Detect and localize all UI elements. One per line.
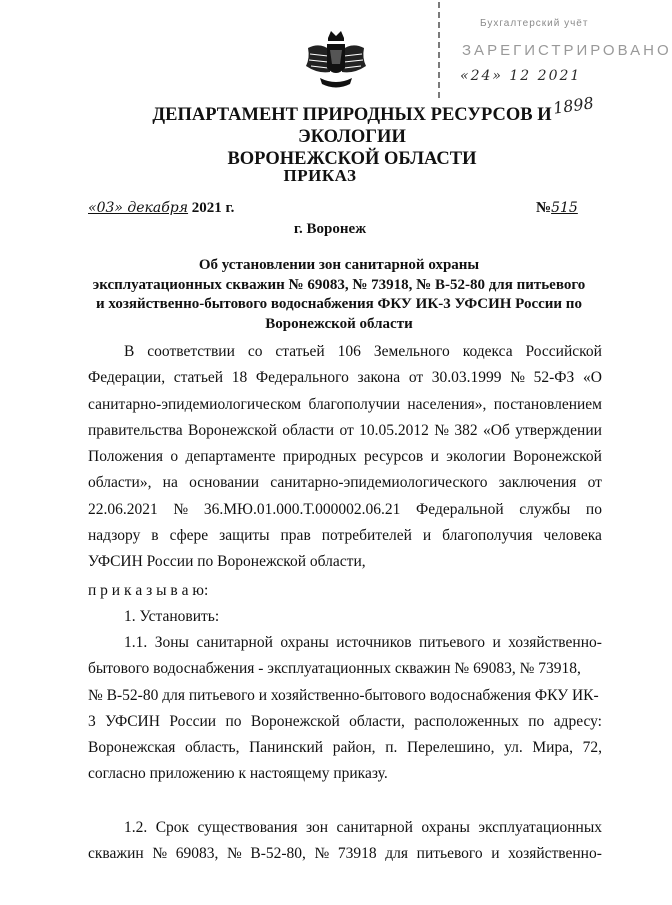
word: 73918 [337,845,377,863]
word: питьевого [416,845,483,863]
word: УФСИН [105,712,160,730]
word: № [226,845,242,863]
word: заключения [498,474,577,492]
word: Мира, [532,739,573,757]
word: Земельного [373,343,450,360]
word: 30.03.1999 [431,369,502,387]
word: в [151,527,159,545]
word: Воронежской [188,421,277,439]
word: по [585,500,602,518]
word: и [422,527,432,545]
word: Федерации, [88,369,166,387]
item-1-2-paragraph [88,815,602,868]
word: Федеральной [416,500,504,518]
text-line [88,735,602,761]
word: № [173,500,189,518]
word: департаменте [185,448,276,466]
department-title [110,104,594,170]
word: от [339,421,354,439]
word: Воронежской [250,712,340,730]
word: эксплуатационных [478,819,602,836]
word: 3 [88,712,96,730]
word: адресу: [553,712,602,730]
item-1: 1. Установить: [124,608,220,625]
word: о [170,448,179,466]
dept-line1: ДЕПАРТАМЕНТ ПРИРОДНЫХ РЕСУРСОВ И ЭКОЛОГИИ [152,105,552,147]
word: сфере [169,527,209,545]
word: области [282,421,335,439]
text-line [88,418,602,444]
word: Российской [525,343,602,360]
word: от [408,369,424,387]
registration-stamp [438,2,672,98]
word: по [528,712,545,730]
subject-line: эксплуатационных скважин № 69083, № 73918, № В-52-80 для питьевого [92,276,586,293]
word: 1.1. [124,634,148,651]
word: район, [332,739,376,757]
word: ул. [504,739,523,757]
word: 69083, [175,845,219,863]
word: Положения [88,448,163,466]
text-line [88,339,602,365]
word: 1.2. [124,819,148,836]
text-line: УФСИН России по Воронежской области, [88,553,366,571]
word: статьей [173,369,224,387]
word: расположенных [414,712,519,730]
word: 36.МЮ.01.000.Т.000002.06.21 [203,500,401,518]
word: области», [88,474,152,492]
word: «О [582,369,602,387]
word: источников [336,634,412,651]
word: России [169,712,217,730]
order-subject [74,256,604,334]
word: от [587,474,602,492]
subject-line: Об установлении зон санитарной охраны [198,257,480,273]
word: Панинский [249,739,324,757]
word: правительства [88,421,183,439]
word: № [314,845,330,863]
order-word: п р и к а з ы в а ю: [88,582,209,599]
word: 382 [454,421,478,439]
word: В-52-80, [250,845,306,863]
word: охраны [421,819,470,836]
word: № [510,369,525,387]
word: № [152,845,168,863]
word: благополучии [308,395,400,413]
word: ресурсов [364,448,424,466]
word: человека [543,527,602,545]
word: соответствии [147,343,235,360]
stamp-line1: Бухгалтерский учёт [480,18,589,29]
word: и [430,448,439,466]
word: постановлением [493,395,602,413]
order-title: ПРИКАЗ [283,166,357,185]
word: Зоны [154,634,189,651]
word: санитарно-эпидемиологическом [88,395,302,413]
word: основании [189,474,260,492]
date-handwritten: «03» декабря [88,200,189,216]
word: статьей [275,343,325,360]
text-line [88,523,602,549]
word: потребителей [321,527,412,545]
word: 18 [231,369,248,387]
number-handwritten: 515 [551,200,578,216]
word: Федерального [255,369,349,387]
order-date [88,200,234,217]
word: Срок [155,819,190,836]
text-line: № В-52-80 для питьевого и хозяйственно-бытового водоснабжения ФКУ ИК- [88,686,599,704]
text-line [88,392,602,418]
word: санитарной [196,634,273,651]
word: область, [185,739,240,757]
preamble-paragraph [88,339,602,576]
subject-line: и хозяйственно-бытового водоснабжения ФКУ ИК-3 УФСИН России по [96,296,582,312]
text-line: согласно приложению к настоящему приказу. [88,765,388,783]
word: и [491,845,500,863]
dept-line2: ВОРОНЕЖСКОЙ ОБЛАСТИ [227,149,477,169]
word: 52-ФЗ [533,369,575,387]
text-line [88,365,602,391]
text-line [88,497,602,523]
stamp-reg-number: 1898 [551,93,595,118]
word: санитарно-эпидемиологического [270,474,488,492]
word: благополучия [442,527,533,545]
subject-line: Воронежской области [265,315,413,332]
word: Перелешино, [406,739,495,757]
word: охраны [280,634,329,651]
date-year: 2021 г. [191,200,235,216]
word: «Об [483,421,510,439]
word: и [492,634,501,651]
word: службы [519,500,571,518]
word: на [162,474,178,492]
word: хозяйственно- [508,845,602,863]
coat-of-arms-icon [300,28,372,94]
number-label: № [536,200,552,216]
word: п. [385,739,398,757]
word: 10.05.2012 [359,421,429,439]
word: для [385,845,409,863]
word: существования [197,819,298,836]
text-line [88,470,602,496]
text-line [88,444,602,470]
word: 22.06.2021 [88,500,158,518]
stamp-registered: ЗАРЕГИСТРИРОВАНО [462,42,672,59]
word: утверждении [515,421,602,439]
text-line [88,841,602,867]
stamp-date: «24» 12 2021 [460,68,582,84]
word: защиты [219,527,270,545]
word: надзору [88,527,141,545]
word: скважин [88,845,144,863]
word: Воронежская [88,739,176,757]
word: по [225,712,242,730]
word: хозяйственно- [508,634,602,651]
word: кодекса [462,343,513,360]
word: зон [305,819,329,836]
word: В [124,343,135,360]
text-line [88,630,602,656]
word: населения», [407,395,487,413]
word: природных [282,448,357,466]
word: Воронежской [513,448,602,466]
word: закона [357,369,401,387]
word: прав [280,527,311,545]
text-line [88,709,602,735]
text-line [88,815,602,841]
word: экологии [446,448,506,466]
word: области, [349,712,405,730]
text-line: бытового водоснабжения - эксплуатационных скважин № 69083, № 73918, [88,660,581,678]
order-number [536,200,578,217]
word: 106 [337,343,361,360]
word: 72, [582,739,602,757]
word: № [434,421,450,439]
word: со [247,343,263,360]
word: питьевого [418,634,485,651]
item-1-1-paragraph [88,630,602,788]
city: г. Воронеж [293,221,367,237]
word: санитарной [336,819,413,836]
